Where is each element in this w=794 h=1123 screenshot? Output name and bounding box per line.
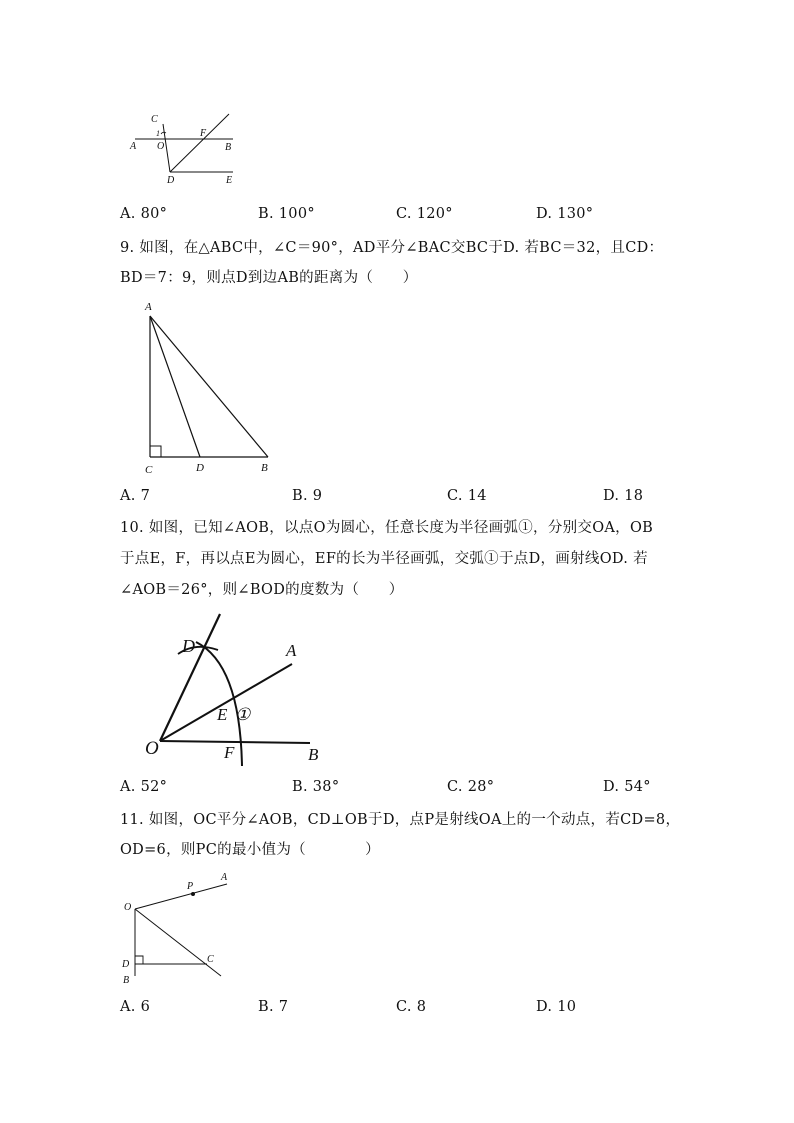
q9-option-d[interactable]: D. 18 <box>603 488 644 504</box>
q10-text-line3: ∠AOB＝26°，则∠BOD的度数为（ ） <box>120 582 404 598</box>
label-circle-1: ① <box>235 705 251 724</box>
ray-od <box>160 614 220 741</box>
label-C: C <box>145 464 153 476</box>
q8-option-a[interactable]: A. 80° <box>120 206 168 222</box>
angle-1-arc <box>161 132 166 134</box>
label-A: A <box>130 141 137 152</box>
ray-oa <box>135 884 227 909</box>
label-B: B <box>261 462 268 474</box>
q8-option-b[interactable]: B. 100° <box>258 206 315 222</box>
label-C: C <box>151 114 158 125</box>
label-1: 1 <box>156 129 160 138</box>
figure-q11 <box>115 866 235 991</box>
label-D: D <box>122 959 130 970</box>
figure-q8 <box>125 108 255 190</box>
q9-text-line1: 9. 如图，在△ABC中，∠C＝90°，AD平分∠BAC交BC于D. 若BC＝32，且CD： <box>120 240 664 256</box>
q11-option-c[interactable]: C. 8 <box>396 999 427 1015</box>
q8-option-c[interactable]: C. 120° <box>396 206 453 222</box>
right-angle-mark <box>150 446 161 457</box>
line-df <box>170 114 232 172</box>
figure-q9 <box>140 296 280 481</box>
label-O: O <box>145 738 159 759</box>
q11-text-line2: OD=6，则PC的最小值为（ ） <box>120 842 380 858</box>
label-D: D <box>182 636 195 656</box>
label-B: B <box>225 142 232 153</box>
q10-text-line1: 10. 如图，已知∠AOB，以点O为圆心，任意长度为半径画弧①，分别交OA，OB <box>120 520 654 536</box>
label-C: C <box>207 954 214 965</box>
label-E: E <box>217 705 228 724</box>
label-O: O <box>157 141 165 152</box>
q9-option-a[interactable]: A. 7 <box>120 488 151 504</box>
q9-text-line2: BD＝7：9，则点D到边AB的距离为（ ） <box>120 270 418 286</box>
q11-option-a[interactable]: A. 6 <box>120 999 151 1015</box>
q10-option-d[interactable]: D. 54° <box>603 779 651 795</box>
label-F: F <box>200 128 207 139</box>
figure-q10 <box>140 606 340 771</box>
label-A: A <box>286 641 297 660</box>
q10-option-b[interactable]: B. 38° <box>292 779 340 795</box>
label-O: O <box>124 902 132 913</box>
label-B: B <box>308 745 319 764</box>
side-ab <box>150 316 268 457</box>
q11-option-b[interactable]: B. 7 <box>258 999 289 1015</box>
q8-option-d[interactable]: D. 130° <box>536 206 594 222</box>
label-D: D <box>167 175 175 186</box>
q9-option-b[interactable]: B. 9 <box>292 488 323 504</box>
label-E: E <box>226 175 233 186</box>
q10-text-line2: 于点E，F，再以点E为圆心，EF的长为半径画弧，交弧①于点D，画射线OD. 若 <box>120 551 648 567</box>
label-F: F <box>224 743 235 762</box>
label-B: B <box>123 975 130 986</box>
q10-option-a[interactable]: A. 52° <box>120 779 168 795</box>
label-A: A <box>221 872 228 883</box>
right-angle-mark <box>135 956 143 964</box>
point-p <box>191 892 195 896</box>
q10-option-c[interactable]: C. 28° <box>447 779 495 795</box>
label-A: A <box>145 301 152 313</box>
arc-1 <box>196 642 242 766</box>
q9-option-c[interactable]: C. 14 <box>447 488 487 504</box>
label-P: P <box>187 881 194 892</box>
segment-ad <box>150 316 200 457</box>
ray-ob <box>160 741 310 743</box>
q11-option-d[interactable]: D. 10 <box>536 999 577 1015</box>
label-D: D <box>196 462 204 474</box>
ray-oc <box>135 909 221 976</box>
q11-text-line1: 11. 如图，OC平分∠AOB，CD⊥OB于D，点P是射线OA上的一个动点，若CD=8， <box>120 812 681 828</box>
